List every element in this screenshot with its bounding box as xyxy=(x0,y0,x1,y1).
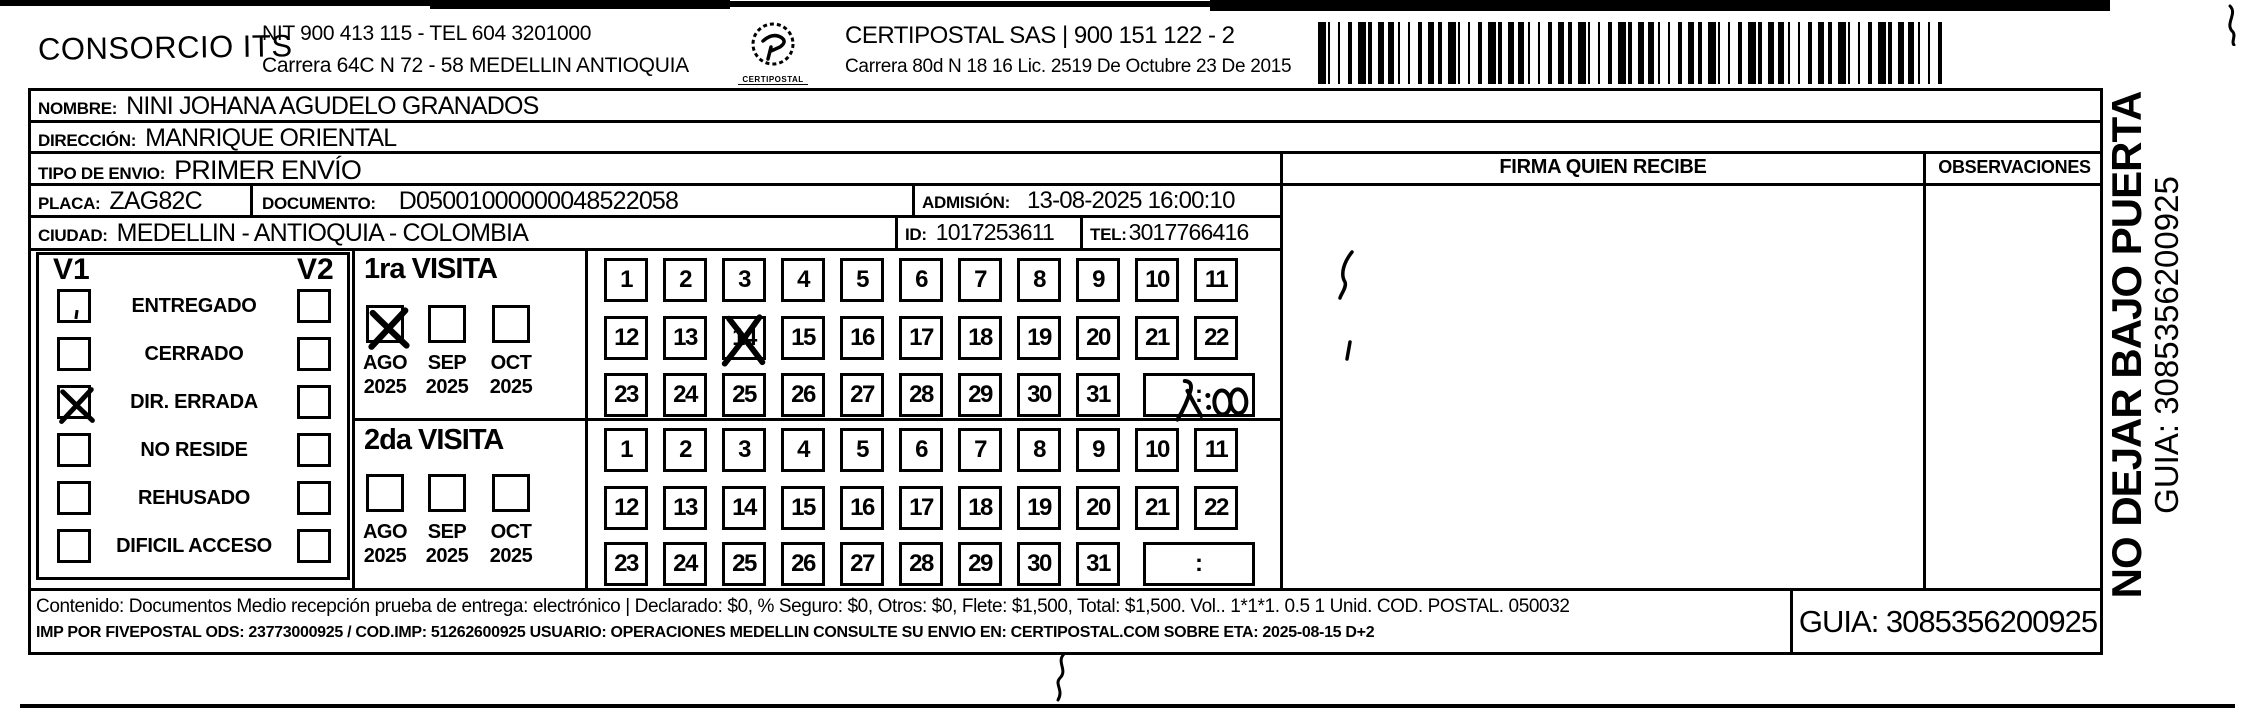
tipo-envio-label: TIPO DE ENVIO: xyxy=(38,164,166,183)
barcode-bar xyxy=(1828,22,1832,84)
ciudad-row xyxy=(38,219,528,248)
certipostal-line1: CERTIPOSTAL SAS | 900 151 122 - 2 xyxy=(845,22,1235,49)
barcode-bar xyxy=(1808,22,1812,84)
day-checkbox-27[interactable] xyxy=(840,373,884,417)
day-number: 25 xyxy=(732,550,756,577)
day-number: 3 xyxy=(738,266,750,293)
day-checkbox-26[interactable] xyxy=(781,542,825,586)
barcode-bar xyxy=(1738,22,1742,84)
v2-column-header: V2 xyxy=(297,253,334,286)
day-checkbox-18[interactable] xyxy=(958,316,1002,360)
barcode-bar xyxy=(1428,22,1434,84)
table-line xyxy=(585,248,588,591)
barcode-bar xyxy=(1758,22,1762,84)
day-number: 28 xyxy=(909,550,933,577)
admision-value: 13-08-2025 16:00:10 xyxy=(1026,187,1235,214)
v1-checkbox-no-reside[interactable] xyxy=(57,433,91,467)
day-checkbox-5[interactable] xyxy=(840,258,884,302)
v2-checkbox-rehusado[interactable] xyxy=(297,481,331,515)
barcode-bar xyxy=(1938,22,1942,84)
day-number: 15 xyxy=(791,494,815,521)
barcode-bar xyxy=(1468,22,1470,84)
barcode-bar xyxy=(1768,22,1774,84)
day-number: 29 xyxy=(968,381,992,408)
day-checkbox-21[interactable] xyxy=(1135,486,1179,530)
barcode-bar xyxy=(1538,22,1540,84)
day-checkbox-25[interactable] xyxy=(722,373,766,417)
day-number: 23 xyxy=(614,381,638,408)
day-number: 13 xyxy=(673,494,697,521)
handwritten-x-mark xyxy=(55,383,99,427)
day-number: 23 xyxy=(614,550,638,577)
month-checkbox-oct[interactable] xyxy=(492,474,530,512)
day-checkbox-21[interactable] xyxy=(1135,316,1179,360)
day-number: 29 xyxy=(968,550,992,577)
barcode-bar xyxy=(1588,22,1590,84)
day-checkbox-13[interactable] xyxy=(663,316,707,360)
day-number: 17 xyxy=(909,494,933,521)
scan-artifact-top xyxy=(730,1,1210,7)
day-number: 17 xyxy=(909,324,933,351)
documento-label: DOCUMENTO: xyxy=(262,194,376,213)
day-checkbox-29[interactable] xyxy=(958,373,1002,417)
tel-label: TEL: xyxy=(1090,225,1127,244)
day-number: 2 xyxy=(679,266,691,293)
table-line xyxy=(912,183,915,218)
day-checkbox-20[interactable] xyxy=(1076,316,1120,360)
day-number: 20 xyxy=(1086,324,1110,351)
table-line xyxy=(895,215,898,251)
visit-title: 1ra VISITA xyxy=(364,253,497,285)
month-label: OCT xyxy=(490,521,532,543)
month-label: SEP xyxy=(427,521,467,543)
scan-artifact-bottom xyxy=(20,704,2235,708)
day-checkbox-24[interactable] xyxy=(663,373,707,417)
day-checkbox-6[interactable] xyxy=(899,428,943,472)
day-number: 14 xyxy=(732,324,756,351)
status-panel xyxy=(36,252,350,580)
barcode-bar xyxy=(1598,22,1600,84)
barcode-bar xyxy=(1848,22,1850,84)
day-number: 25 xyxy=(732,381,756,408)
day-number: 10 xyxy=(1145,436,1169,463)
stray-ink-mark xyxy=(1344,340,1354,362)
day-checkbox-2[interactable] xyxy=(663,258,707,302)
barcode-bar xyxy=(1898,22,1904,84)
barcode-bar xyxy=(1698,22,1702,84)
day-number: 8 xyxy=(1033,266,1045,293)
day-checkbox-7[interactable] xyxy=(958,258,1002,302)
barcode-bar xyxy=(1558,22,1564,84)
barcode-bar xyxy=(1678,22,1682,84)
day-checkbox-8[interactable] xyxy=(1017,258,1061,302)
barcode-bar xyxy=(1708,22,1716,84)
scan-artifact-top xyxy=(430,0,730,9)
v1-checkbox-dificil-acceso[interactable] xyxy=(57,529,91,563)
month-checkbox-sep[interactable] xyxy=(428,305,466,343)
barcode-bar xyxy=(1338,22,1340,84)
day-checkbox-22[interactable] xyxy=(1194,316,1238,360)
day-number: 12 xyxy=(614,494,638,521)
day-checkbox-5[interactable] xyxy=(840,428,884,472)
day-checkbox-28[interactable] xyxy=(899,373,943,417)
day-number: 22 xyxy=(1204,324,1228,351)
day-checkbox-15[interactable] xyxy=(781,316,825,360)
day-number: 20 xyxy=(1086,494,1110,521)
day-checkbox-17[interactable] xyxy=(899,486,943,530)
day-checkbox-27[interactable] xyxy=(840,542,884,586)
month-label: AGO xyxy=(362,352,408,374)
barcode-bar xyxy=(1608,22,1612,84)
tipo-envio-row xyxy=(38,155,361,186)
stray-ink-mark xyxy=(1336,250,1358,300)
v1-checkbox-entregado[interactable] xyxy=(57,289,91,323)
barcode-bar xyxy=(1748,22,1756,84)
day-checkbox-18[interactable] xyxy=(958,486,1002,530)
day-checkbox-8[interactable] xyxy=(1017,428,1061,472)
day-number: 24 xyxy=(673,550,697,577)
direccion-label: DIRECCIÓN: xyxy=(38,131,137,150)
day-checkbox-15[interactable] xyxy=(781,486,825,530)
day-number: 22 xyxy=(1204,494,1228,521)
day-number: 14 xyxy=(732,494,756,521)
day-number: 21 xyxy=(1145,324,1169,351)
barcode-bar xyxy=(1868,22,1872,84)
day-checkbox-28[interactable] xyxy=(899,542,943,586)
day-number: 13 xyxy=(673,324,697,351)
day-checkbox-6[interactable] xyxy=(899,258,943,302)
nombre-label: NOMBRE: xyxy=(38,99,118,118)
barcode xyxy=(1318,22,1946,84)
time-box[interactable] xyxy=(1143,542,1255,586)
day-number: 26 xyxy=(791,550,815,577)
day-number: 28 xyxy=(909,381,933,408)
barcode-bar xyxy=(1928,22,1930,84)
barcode-bar xyxy=(1368,22,1372,84)
stray-ink-mark xyxy=(1052,652,1072,702)
footer-contenido-line: Contenido: Documentos Medio recepción prueba de entrega: electrónico | Declarado: $0, % Seguro: $0, Otros: $0, Flete: $1,500, Total: $1,500. Vol.. 1*1*1. 0.5 1 Unid. COD. POSTAL. 050032 xyxy=(36,596,1570,617)
barcode-bar xyxy=(1878,22,1886,84)
status-option-label: CERRADO xyxy=(144,343,244,365)
day-checkbox-1[interactable] xyxy=(604,428,648,472)
company-address-line: Carrera 64C N 72 - 58 MEDELLIN ANTIOQUIA xyxy=(262,53,689,77)
barcode-bar xyxy=(1498,22,1502,84)
direccion-value: MANRIQUE ORIENTAL xyxy=(145,124,397,152)
day-number: 9 xyxy=(1092,266,1104,293)
day-number: 6 xyxy=(915,436,927,463)
day-checkbox-14[interactable] xyxy=(722,486,766,530)
day-number: 18 xyxy=(968,324,992,351)
day-checkbox-10[interactable] xyxy=(1135,258,1179,302)
v2-checkbox-entregado[interactable] xyxy=(297,289,331,323)
direccion-row xyxy=(38,124,396,153)
ciudad-value: MEDELLIN - ANTIOQUIA - COLOMBIA xyxy=(116,219,529,247)
v1-checkbox-cerrado[interactable] xyxy=(57,337,91,371)
company-name: CONSORCIO ITS xyxy=(37,28,293,67)
day-number: 19 xyxy=(1027,494,1051,521)
barcode-bar xyxy=(1888,22,1892,84)
placa-label: PLACA: xyxy=(38,194,101,213)
day-checkbox-29[interactable] xyxy=(958,542,1002,586)
day-checkbox-3[interactable] xyxy=(722,258,766,302)
day-number: 7 xyxy=(974,436,986,463)
documento-value: D05001000000048522058 xyxy=(398,187,679,215)
v2-checkbox-no-reside[interactable] xyxy=(297,433,331,467)
admision-row xyxy=(922,187,1235,215)
day-checkbox-12[interactable] xyxy=(604,316,648,360)
visit-title: 2da VISITA xyxy=(364,424,504,456)
day-number: 4 xyxy=(797,436,809,463)
id-row xyxy=(905,219,1054,246)
month-year-label: 2025 xyxy=(489,545,533,567)
company-nit-address xyxy=(262,18,689,81)
barcode-bar xyxy=(1528,22,1530,84)
day-checkbox-31[interactable] xyxy=(1076,542,1120,586)
company-nit-line: NIT 900 413 115 - TEL 604 3201000 xyxy=(262,22,592,45)
day-checkbox-26[interactable] xyxy=(781,373,825,417)
tel-value: 3017766416 xyxy=(1128,219,1249,245)
barcode-bar xyxy=(1328,22,1330,84)
barcode-bar xyxy=(1578,22,1586,84)
day-number: 16 xyxy=(850,324,874,351)
month-checkbox-oct[interactable] xyxy=(492,305,530,343)
footer-imp-line: IMP POR FIVEPOSTAL ODS: 23773000925 / COD.IMP: 51262600925 USUARIO: OPERACIONES MEDELLIN CONSULTE SU ENVIO EN: CERTIPOSTAL.COM SOBRE ETA: 2025-08-15 D+2 xyxy=(36,624,1375,641)
barcode-bar xyxy=(1858,22,1860,84)
status-option-label: NO RESIDE xyxy=(140,439,248,461)
day-checkbox-31[interactable] xyxy=(1076,373,1120,417)
barcode-bar xyxy=(1418,22,1422,84)
certipostal-line2: Carrera 80d N 18 16 Lic. 2519 De Octubre 23 De 2015 xyxy=(845,56,1292,77)
firma-signature-area[interactable] xyxy=(1283,186,1923,588)
day-number: 11 xyxy=(1204,436,1228,463)
time-box[interactable] xyxy=(1143,373,1255,417)
day-number: 16 xyxy=(850,494,874,521)
day-number: 27 xyxy=(850,550,874,577)
day-checkbox-7[interactable] xyxy=(958,428,1002,472)
certipostal-logo-caption: CERTIPOSTAL xyxy=(738,75,808,85)
day-checkbox-16[interactable] xyxy=(840,486,884,530)
month-label: SEP xyxy=(427,352,467,374)
status-option-label: DIFICIL ACCESO xyxy=(116,535,272,557)
day-checkbox-12[interactable] xyxy=(604,486,648,530)
day-number: 12 xyxy=(614,324,638,351)
observaciones-area[interactable] xyxy=(1926,186,2103,588)
barcode-bar xyxy=(1798,22,1800,84)
day-number: 31 xyxy=(1086,550,1110,577)
day-checkbox-19[interactable] xyxy=(1017,316,1061,360)
day-number: 11 xyxy=(1204,266,1228,293)
day-number: 7 xyxy=(974,266,986,293)
day-checkbox-4[interactable] xyxy=(781,428,825,472)
admision-label: ADMISIÓN: xyxy=(922,193,1010,212)
month-checkbox-ago[interactable] xyxy=(366,305,404,343)
status-option-label: REHUSADO xyxy=(137,487,251,509)
day-checkbox-23[interactable] xyxy=(604,373,648,417)
day-number: 10 xyxy=(1145,266,1169,293)
day-checkbox-11[interactable] xyxy=(1194,428,1238,472)
month-label: OCT xyxy=(490,352,532,374)
v2-checkbox-cerrado[interactable] xyxy=(297,337,331,371)
v1-checkbox-rehusado[interactable] xyxy=(57,481,91,515)
day-checkbox-11[interactable] xyxy=(1194,258,1238,302)
day-number: 1 xyxy=(620,266,632,293)
day-checkbox-19[interactable] xyxy=(1017,486,1061,530)
barcode-bar xyxy=(1548,22,1552,84)
barcode-bar xyxy=(1488,22,1496,84)
day-number: 9 xyxy=(1092,436,1104,463)
day-number: 8 xyxy=(1033,436,1045,463)
day-number: 6 xyxy=(915,266,927,293)
month-checkbox-sep[interactable] xyxy=(428,474,466,512)
time-box-colon: : xyxy=(1195,550,1203,577)
barcode-bar xyxy=(1508,22,1514,84)
status-option-label: ENTREGADO xyxy=(131,295,257,317)
tel-row xyxy=(1090,219,1249,246)
day-checkbox-25[interactable] xyxy=(722,542,766,586)
barcode-bar xyxy=(1458,22,1460,84)
day-number: 30 xyxy=(1027,550,1051,577)
day-number: 3 xyxy=(738,436,750,463)
barcode-bar xyxy=(1448,22,1456,84)
day-number: 27 xyxy=(850,381,874,408)
barcode-bar xyxy=(1728,22,1730,84)
day-checkbox-13[interactable] xyxy=(663,486,707,530)
day-number: 5 xyxy=(856,266,868,293)
placa-row xyxy=(38,187,202,216)
side-note xyxy=(2105,45,2225,645)
barcode-bar xyxy=(1818,22,1824,84)
day-checkbox-2[interactable] xyxy=(663,428,707,472)
day-checkbox-1[interactable] xyxy=(604,258,648,302)
barcode-bar xyxy=(1658,22,1660,84)
day-number: 18 xyxy=(968,494,992,521)
no-dejar-bajo-puerta-text: NO DEJAR BAJO PUERTA xyxy=(2103,91,2150,599)
month-year-label: 2025 xyxy=(363,545,407,567)
barcode-bar xyxy=(1408,22,1410,84)
barcode-bar xyxy=(1788,22,1790,84)
table-line xyxy=(1080,215,1083,251)
table-line xyxy=(28,248,1283,251)
day-checkbox-17[interactable] xyxy=(899,316,943,360)
barcode-bar xyxy=(1638,22,1644,84)
barcode-bar xyxy=(1838,22,1846,84)
barcode-bar xyxy=(1628,22,1632,84)
day-checkbox-20[interactable] xyxy=(1076,486,1120,530)
day-number: 2 xyxy=(679,436,691,463)
barcode-bar xyxy=(1358,22,1366,84)
day-checkbox-14[interactable] xyxy=(722,316,766,360)
ciudad-label: CIUDAD: xyxy=(38,226,108,245)
day-number: 30 xyxy=(1027,381,1051,408)
barcode-bar xyxy=(1918,22,1920,84)
day-number: 15 xyxy=(791,324,815,351)
v1-checkbox-dir-errada[interactable] xyxy=(57,385,91,419)
barcode-bar xyxy=(1478,22,1482,84)
nombre-row xyxy=(38,92,539,121)
stray-ink-mark xyxy=(2222,4,2242,46)
day-checkbox-3[interactable] xyxy=(722,428,766,472)
day-number: 4 xyxy=(797,266,809,293)
barcode-bar xyxy=(1688,22,1694,84)
barcode-bar xyxy=(1648,22,1654,84)
barcode-bar xyxy=(1348,22,1352,84)
day-checkbox-16[interactable] xyxy=(840,316,884,360)
month-year-label: 2025 xyxy=(489,376,533,398)
barcode-bar xyxy=(1668,22,1670,84)
barcode-bar xyxy=(1778,22,1784,84)
barcode-bar xyxy=(1318,22,1326,84)
month-year-label: 2025 xyxy=(425,545,469,567)
placa-value: ZAG82C xyxy=(109,187,202,215)
barcode-bar xyxy=(1438,22,1442,84)
side-guia-text: GUIA: 3085356200925 xyxy=(2148,176,2186,514)
day-number: 19 xyxy=(1027,324,1051,351)
day-checkbox-4[interactable] xyxy=(781,258,825,302)
certipostal-logo-icon xyxy=(744,20,802,70)
day-checkbox-9[interactable] xyxy=(1076,258,1120,302)
v2-checkbox-dir-errada[interactable] xyxy=(297,385,331,419)
day-number: 31 xyxy=(1086,381,1110,408)
v2-checkbox-dificil-acceso[interactable] xyxy=(297,529,331,563)
id-label: ID: xyxy=(905,225,927,244)
stray-ink-mark xyxy=(74,310,78,319)
observaciones-header: OBSERVACIONES xyxy=(1938,156,2091,177)
month-year-label: 2025 xyxy=(363,376,407,398)
certipostal-info xyxy=(845,22,1291,78)
day-checkbox-30[interactable] xyxy=(1017,542,1061,586)
v1-column-header: V1 xyxy=(53,253,90,286)
month-year-label: 2025 xyxy=(425,376,469,398)
tipo-envio-value: PRIMER ENVÍO xyxy=(174,155,362,185)
status-option-label: DIR. ERRADA xyxy=(130,391,258,413)
barcode-bar xyxy=(1618,22,1626,84)
barcode-bar xyxy=(1388,22,1394,84)
month-checkbox-ago[interactable] xyxy=(366,474,404,512)
barcode-bar xyxy=(1378,22,1384,84)
month-label: AGO xyxy=(362,521,408,543)
day-checkbox-10[interactable] xyxy=(1135,428,1179,472)
id-value: 1017253611 xyxy=(935,219,1054,245)
table-line xyxy=(352,418,1283,421)
day-checkbox-23[interactable] xyxy=(604,542,648,586)
day-number: 26 xyxy=(791,381,815,408)
time-box-colon: : xyxy=(1195,381,1203,408)
day-checkbox-30[interactable] xyxy=(1017,373,1061,417)
barcode-bar xyxy=(1518,22,1524,84)
firma-quien-recibe-header: FIRMA QUIEN RECIBE xyxy=(1499,155,1707,178)
day-checkbox-22[interactable] xyxy=(1194,486,1238,530)
barcode-bar xyxy=(1398,22,1400,84)
barcode-bar xyxy=(1718,22,1720,84)
table-line xyxy=(250,183,253,218)
scan-artifact-top xyxy=(0,0,430,6)
barcode-bar xyxy=(1908,22,1914,84)
documento-row xyxy=(262,187,678,216)
day-number: 5 xyxy=(856,436,868,463)
guia-number: GUIA: 3085356200925 xyxy=(1798,603,2098,639)
day-number: 24 xyxy=(673,381,697,408)
nombre-value: NINI JOHANA AGUDELO GRANADOS xyxy=(126,92,539,120)
barcode-bar xyxy=(1568,22,1572,84)
day-checkbox-24[interactable] xyxy=(663,542,707,586)
day-number: 21 xyxy=(1145,494,1169,521)
day-number: 1 xyxy=(620,436,632,463)
certipostal-logo xyxy=(738,20,808,84)
scan-artifact-top xyxy=(1210,0,2110,11)
day-checkbox-9[interactable] xyxy=(1076,428,1120,472)
